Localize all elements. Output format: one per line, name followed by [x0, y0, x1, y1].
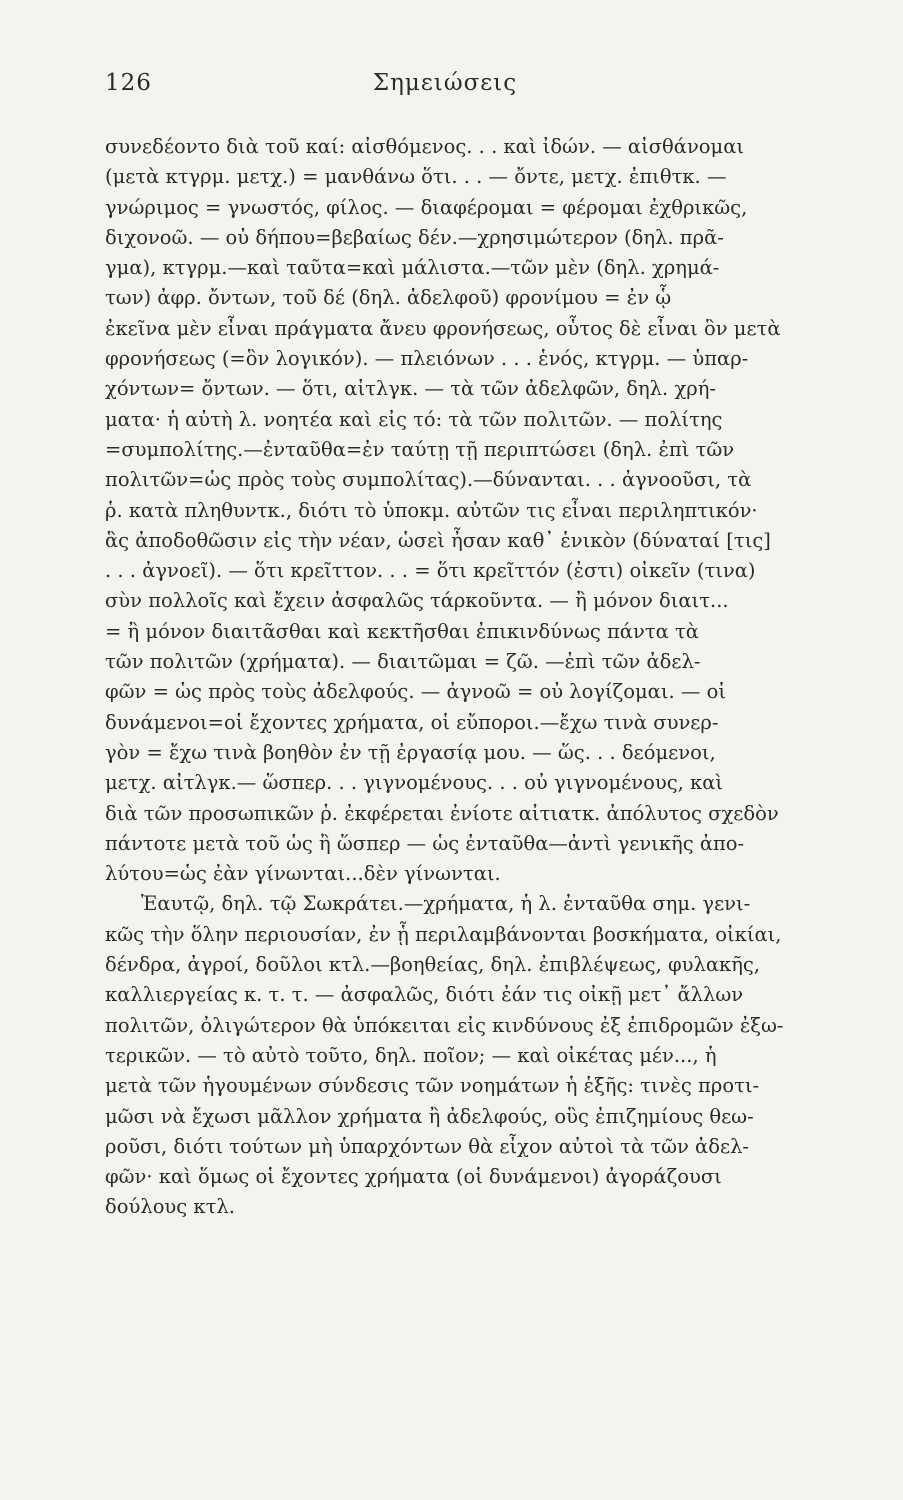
- text-line: (μετὰ κτγρμ. μετχ.) = μανθάνω ὅτι. . . — ὄντε, μετχ. ἐπιθτκ. —: [105, 165, 727, 189]
- text-line: ἃς ἀποδοθῶσιν εἰς τὴν νέαν, ὡσεὶ ἦσαν καθ᾽ ἑνικὸν (δύναταί [τις]: [105, 528, 771, 552]
- text-line: πάντοτε μετὰ τοῦ ὡς ἢ ὥσπερ — ὡς ἐνταῦθα—ἀντὶ γενικῆς ἀπο-: [105, 831, 745, 855]
- text-line: φῶν· καὶ ὅμως οἱ ἔχοντες χρήματα (οἱ δυνάμενοι) ἀγοράζουσι: [105, 1165, 722, 1189]
- text-line: συνεδέοντο διὰ τοῦ καί: αἰσθόμενος. . . καὶ ἰδών. — αἰσθάνομαι: [105, 135, 745, 158]
- text-line: ροῦσι, διότι τούτων μὴ ὑπαρχόντων θὰ εἶχον αὐτοὶ τὰ τῶν ἀδελ-: [105, 1134, 750, 1158]
- text-line: πολιτῶν=ὡς πρὸς τοὺς συμπολίτας).—δύνανται. . . ἀγνοοῦσι, τὰ: [105, 468, 752, 492]
- text-line: τῶν πολιτῶν (χρήματα). — διαιτῶμαι = ζῶ. —ἐπὶ τῶν ἀδελ-: [105, 650, 701, 674]
- text-line: δούλους κτλ.: [105, 1195, 235, 1219]
- text-line: καλλιεργείας κ. τ. τ. — ἀσφαλῶς, διότι ἐάν τις οἰκῇ μετ᾽ ἄλλων: [105, 983, 744, 1007]
- text-line: ἐκεῖνα μὲν εἶναι πράγματα ἄνευ φρονήσεως, οὗτος δὲ εἶναι ὃν μετὰ: [105, 316, 781, 340]
- text-line: μετχ. αἰτλγκ.— ὥσπερ. . . γιγνομένους. . . οὐ γιγνομένους, καὶ: [105, 771, 724, 795]
- paragraph-2: [105, 889, 845, 1222]
- text-line: γὸν = ἔχω τινὰ βοηθὸν ἐν τῇ ἐργασίᾳ μου. — ὥς. . . δεόμενοι,: [105, 740, 716, 764]
- text-line: ματα· ἡ αὐτὴ λ. νοητέα καὶ εἰς τό: τὰ τῶν πολιτῶν. — πολίτης: [105, 407, 723, 431]
- text-line: μῶσι νὰ ἔχωσι μᾶλλον χρήματα ἢ ἀδελφούς, οὓς ἐπιζημίους θεω-: [105, 1104, 754, 1128]
- text-line: χόντων= ὄντων. — ὅτι, αἰτλγκ. — τὰ τῶν ἀδελφῶν, δηλ. χρή-: [105, 377, 716, 401]
- text-line: λύτου=ὡς ἐὰν γίνωνται...δὲν γίνωνται.: [105, 862, 501, 886]
- text-line: διχονοῶ. — οὐ δήπου=βεβαίως δέν.—χρησιμώτερον (δηλ. πρᾶ-: [105, 225, 724, 249]
- text-line: των) ἀφρ. ὄντων, τοῦ δέ (δηλ. ἀδελφοῦ) φρονίμου = ἐν ᾧ: [105, 286, 672, 310]
- text-line: γμα), κτγρμ.—καὶ ταῦτα=καὶ μάλιστα.—τῶν μὲν (δηλ. χρημά-: [105, 256, 720, 280]
- page-number: 126: [105, 70, 152, 96]
- text-line: μετὰ τῶν ἡγουμένων σύνδεσις τῶν νοημάτων ἡ ἑξῆς: τινὲς προτι-: [105, 1074, 760, 1098]
- text-line: δυνάμενοι=οἱ ἔχοντες χρήματα, οἱ εὔποροι.—ἔχω τινὰ συνερ-: [105, 710, 719, 734]
- text-line: πολιτῶν, ὀλιγώτερον θὰ ὑπόκειται εἰς κινδύνους ἐξ ἐπιδρομῶν ἐξω-: [105, 1013, 784, 1037]
- page: [105, 70, 845, 1223]
- text-line: φρονήσεως (=ὃν λογικόν). — πλειόνων . . . ἑνός, κτγρμ. — ὑπαρ-: [105, 347, 749, 371]
- text-line: = ἢ μόνον διαιτᾶσθαι καὶ κεκτῆσθαι ἐπικινδύνως πάντα τὰ: [105, 619, 699, 643]
- text-line: ῥ. κατὰ πληθυντκ., διότι τὸ ὑποκμ. αὐτῶν τις εἶναι περιληπτικόν·: [105, 498, 758, 522]
- text-line: κῶς τὴν ὅλην περιουσίαν, ἐν ᾗ περιλαμβάνονται βοσκήματα, οἰκίαι,: [105, 922, 782, 946]
- text-line: δένδρα, ἀγροί, δοῦλοι κτλ.—βοηθείας, δηλ. ἐπιβλέψεως, φυλακῆς,: [105, 953, 760, 977]
- paragraph-1: [105, 132, 845, 889]
- text-line: . . . ἀγνοεῖ). — ὅτι κρεῖττον. . . = ὅτι κρεῖττόν (ἐστι) οἰκεῖν (τινα): [105, 559, 756, 583]
- page-header: [105, 70, 845, 110]
- text-line: σὺν πολλοῖς καὶ ἔχειν ἀσφαλῶς τάρκοῦντα. — ἢ μόνον διαιτ...: [105, 589, 729, 613]
- text-line: =συμπολίτης.—ἐνταῦθα=ἐν ταύτῃ τῇ περιπτώσει (δηλ. ἐπὶ τῶν: [105, 437, 735, 461]
- text-line: φῶν = ὡς πρὸς τοὺς ἀδελφούς. — ἀγνοῶ = οὐ λογίζομαι. — οἱ: [105, 680, 726, 704]
- text-line: γνώριμος = γνωστός, φίλος. — διαφέρομαι = φέρομαι ἐχθρικῶς,: [105, 195, 748, 219]
- running-title: Σημειώσεις: [372, 70, 518, 96]
- text-line: διὰ τῶν προσωπικῶν ῥ. ἐκφέρεται ἐνίοτε αἰτιατκ. ἀπόλυτος σχεδὸν: [105, 801, 779, 825]
- text-line: Ἑαυτῷ, δηλ. τῷ Σωκράτει.—χρήματα, ἡ λ. ἐνταῦθα σημ. γενι-: [141, 892, 751, 916]
- text-line: τερικῶν. — τὸ αὐτὸ τοῦτο, δηλ. ποῖον; — καὶ οἰκέτας μέν..., ἡ: [105, 1043, 717, 1067]
